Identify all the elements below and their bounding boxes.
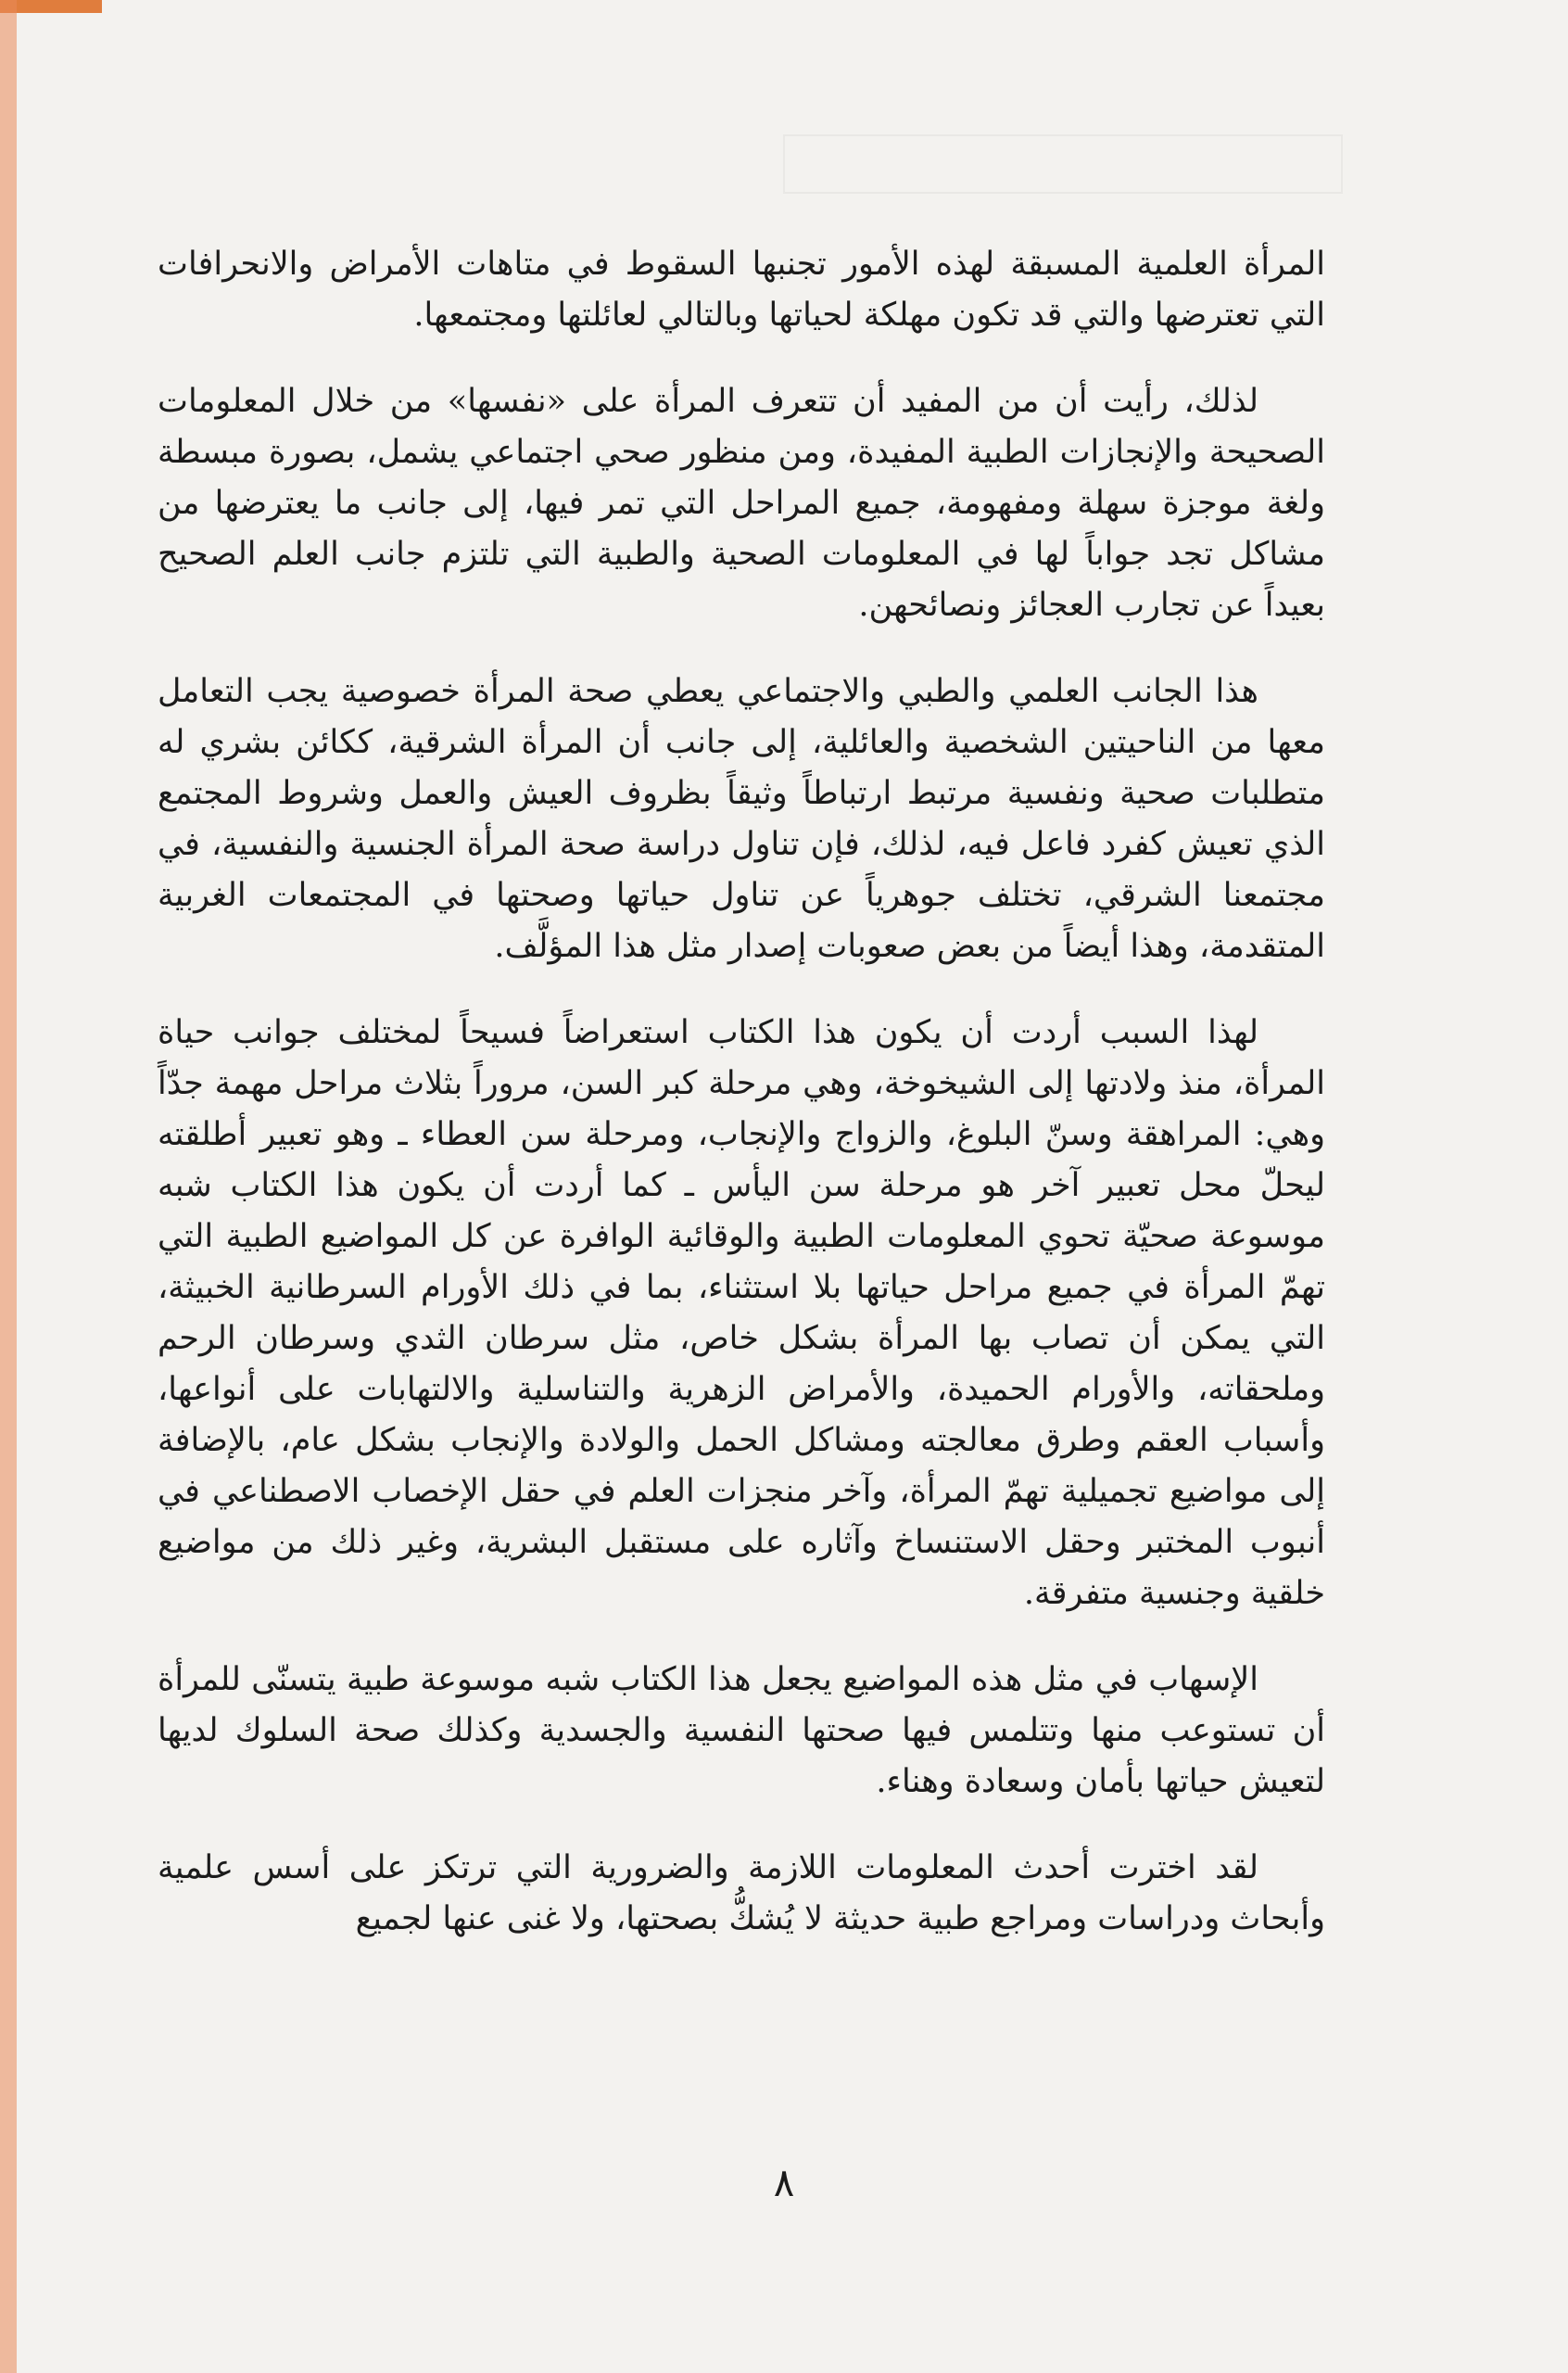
paragraph-6: لقد اخترت أحدث المعلومات اللازمة والضرورية التي ترتكز على أسس علمية وأبحاث ودراسات ومراجع طبية حديثة لا يُشكُّ بصحتها، ولا غنى عنها لجميع	[158, 1849, 1325, 1937]
paragraph-1: المرأة العلمية المسبقة لهذه الأمور تجنبها السقوط في متاهات الأمراض والانحرافات التي تعترضها والتي قد تكون مهلكة لحياتها وبالتالي لعائلتها ومجتمعها.	[158, 246, 1325, 334]
paragraph-5: الإسهاب في مثل هذه المواضيع يجعل هذا الكتاب شبه موسوعة طبية يتسنّى للمرأة أن تستوعب منها وتتلمس فيها صحتها النفسية والجسدية وكذلك صحة السلوك لديها لتعيش حياتها بأمان وسعادة وهناء.	[158, 1661, 1325, 1800]
body-text	[158, 239, 1325, 1980]
paragraph-4: لهذا السبب أردت أن يكون هذا الكتاب استعراضاً فسيحاً لمختلف جوانب حياة المرأة، منذ ولادتها إلى الشيخوخة، وهي مرحلة كبر السن، مروراً بثلاث مراحل مهمة جدّاً وهي: المراهقة وسنّ البلوغ، والزواج والإنجاب، ومرحلة سن العطاء ـ وهو تعبير أطلقته ليحلّ محل تعبير آخر هو مرحلة سن اليأس ـ كما أردت أن يكون هذا الكتاب شبه موسوعة صحيّة تحوي المعلومات الطبية والوقائية الوافرة عن كل المواضيع الطبية التي تهمّ المرأة في جميع مراحل حياتها بلا استثناء، بما في ذلك الأورام السرطانية الخبيثة، التي يمكن أن تصاب بها المرأة بشكل خاص، مثل سرطان الثدي وسرطان الرحم وملحقاته، والأورام الحميدة، والأمراض الزهرية والتناسلية والالتهابات على أنواعها، وأسباب العقم وطرق معالجته ومشاكل الحمل والولادة والإنجاب بشكل عام، بالإضافة إلى مواضيع تجميلية تهمّ المرأة، وآخر منجزات العلم في حقل الإخصاب الاصطناعي في أنبوب المختبر وحقل الاستنساخ وآثاره على مستقبل البشرية، وغير ذلك من مواضيع خلقية وجنسية متفرقة.	[158, 1014, 1325, 1612]
paragraph-3: هذا الجانب العلمي والطبي والاجتماعي يعطي صحة المرأة خصوصية يجب التعامل معها من الناحيتين الشخصية والعائلية، إلى جانب أن المرأة الشرقية، ككائن بشري له متطلبات صحية ونفسية مرتبط ارتباطاً وثيقاً بظروف العيش والعمل وشروط المجتمع الذي تعيش كفرد فاعل فيه، لذلك، فإن تناول دراسة صحة المرأة الجنسية والنفسية، في مجتمعنا الشرقي، تختلف جوهرياً عن تناول حياتها وصحتها في المجتمعات الغربية المتقدمة، وهذا أيضاً من بعض صعوبات إصدار مثل هذا المؤلَّف.	[158, 673, 1325, 965]
page-number: ٨	[773, 2160, 795, 2205]
page-edge	[0, 0, 17, 2373]
paragraph-2: لذلك، رأيت أن من المفيد أن تتعرف المرأة على «نفسها» من خلال المعلومات الصحيحة والإنجازات الطبية المفيدة، ومن منظور صحي اجتماعي يشمل، بصورة مبسطة ولغة موجزة سهلة ومفهومة، جميع المراحل التي تمر فيها، إلى جانب ما يعترضها من مشاكل تجد جواباً لها في المعلومات الصحية والطبية التي تلتزم جانب العلم الصحيح بعيداً عن تجارب العجائز ونصائحهن.	[158, 383, 1325, 624]
show-through-box	[783, 134, 1343, 194]
